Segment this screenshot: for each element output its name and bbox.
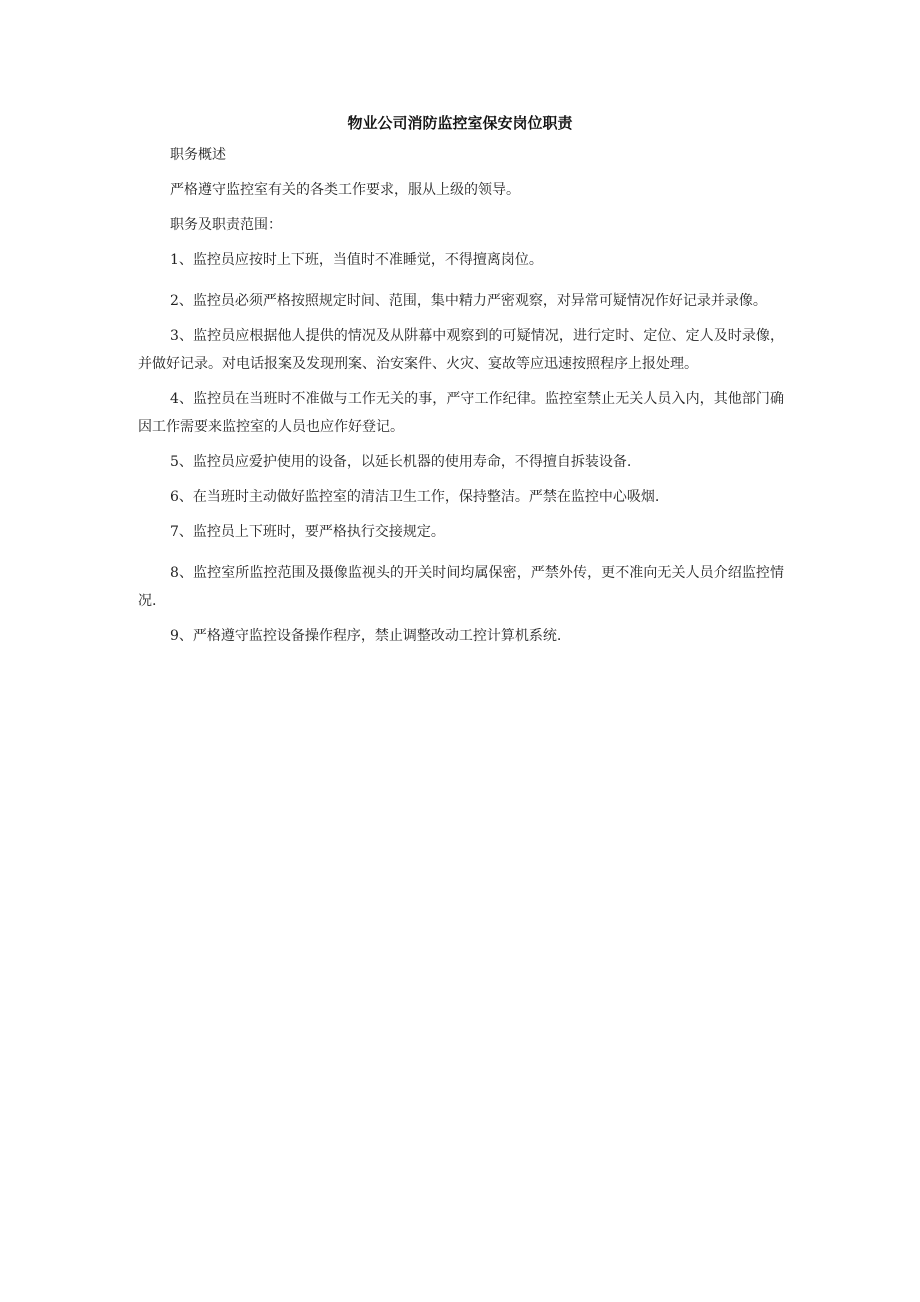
paragraph-duty-7: 7、监控员上下班时，要严格执行交接规定。 xyxy=(170,524,445,540)
paragraph-overview-text: 严格遵守监控室有关的各类工作要求，服从上级的领导。 xyxy=(170,182,520,198)
paragraph-duty-5: 5、监控员应爱护使用的设备，以延长机器的使用寿命，不得擅自拆装设备. xyxy=(170,454,632,470)
paragraph-duty-9: 9、严格遵守监控设备操作程序，禁止调整改动工控计算机系统. xyxy=(170,628,562,644)
document-body xyxy=(138,141,784,657)
paragraph-duties-heading: 职务及职责范围： xyxy=(170,217,282,233)
paragraph-overview-heading: 职务概述 xyxy=(170,147,226,163)
paragraph-duty-1: 1、监控员应按时上下班，当值时不准睡觉，不得擅离岗位。 xyxy=(170,252,543,268)
document-title: 物业公司消防监控室保安岗位职责 xyxy=(347,114,573,132)
paragraph-duty-3: 3、监控员应根据他人提供的情况及从阱幕中观察到的可疑情况，进行定时、定位、定人及时录像，并做好记录。对电话报案及发现刑案、治安案件、火灾、宴故等应迅速按照程序上报处理。 xyxy=(138,328,784,372)
paragraph-duty-4: 4、监控员在当班时不准做与工作无关的事，严守工作纪律。监控室禁止无关人员入内，其他部门确因工作需要来监控室的人员也应作好登记。 xyxy=(138,391,784,435)
paragraph-duty-6: 6、在当班时主动做好监控室的清洁卫生工作，保持整洁。严禁在监控中心吸烟. xyxy=(170,489,660,505)
paragraph-duty-8: 8、监控室所监控范围及摄像监视头的开关时间均属保密，严禁外传，更不准向无关人员介绍监控情况. xyxy=(138,565,784,609)
paragraph-duty-2: 2、监控员必须严格按照规定时间、范围，集中精力严密观察，对异常可疑情况作好记录并录像。 xyxy=(170,293,767,309)
